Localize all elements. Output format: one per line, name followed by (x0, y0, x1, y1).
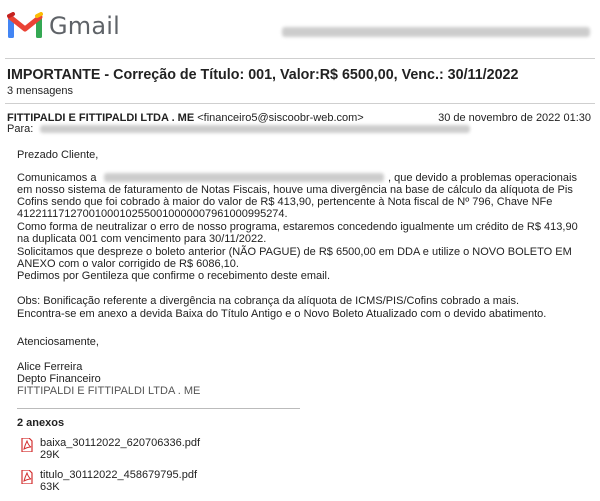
gmail-wordmark: Gmail (49, 12, 121, 40)
sender-email[interactable]: <financeiro5@siscoobr-web.com> (197, 112, 364, 124)
body-line: Cofins sendo que foi cobrado à maior do valor de R$ 413,90, pertencente à Nota fiscal de Nº 796, Chave NFe (17, 196, 553, 208)
recipient-row (7, 123, 33, 135)
body-line: Comunicamos a (17, 172, 97, 184)
pdf-icon (21, 470, 33, 484)
to-label: Para: (7, 123, 34, 135)
attachment-size: 63K (40, 481, 60, 493)
pdf-icon (21, 438, 33, 452)
body-line: Pedimos por Gentileza que confirme o recebimento deste email. (17, 270, 331, 282)
body-obs-line: Obs: Bonificação referente a divergência na cobrança da alíquota de ICMS/PIS/Cofins cobrado a mais. (17, 295, 520, 307)
message-header (7, 112, 593, 124)
body-line: 41221117127001000102550010000007961000995274. (17, 208, 288, 220)
signature-company: FITTIPALDI E FITTIPALDI LTDA . ME (17, 385, 201, 397)
body-greeting: Prezado Cliente, (17, 149, 99, 161)
signature-dept: Depto Financeiro (17, 373, 101, 385)
redacted-account-email (282, 27, 590, 37)
email-subject: IMPORTANTE - Correção de Título: 001, Valor:R$ 6500,00, Venc.: 30/11/2022 (7, 67, 519, 83)
body-line: Como forma de neutralizar o erro de nosso programa, estaremos concedendo igualmente um crédito de R$ 413,90 (17, 221, 578, 233)
attachment-filename[interactable]: baixa_30112022_620706336.pdf (40, 437, 201, 449)
subject-divider (5, 103, 595, 104)
top-bar (0, 0, 600, 58)
body-line: ANEXO com o valor corrigido de R$ 6086,10. (17, 258, 239, 270)
message-count: 3 mensagens (7, 85, 74, 97)
redacted-recipient-company (104, 173, 384, 182)
attachment-size: 29K (40, 449, 60, 461)
signature-name: Alice Ferreira (17, 361, 83, 373)
body-line: , que devido a problemas operacionais (388, 172, 577, 184)
attachment-filename[interactable]: titulo_30112022_458679795.pdf (40, 469, 198, 481)
body-obs-line: Encontra-se em anexo a devida Baixa do Título Antigo e o Novo Boleto Atualizado com o devido abatimento. (17, 308, 547, 320)
body-line: em nosso sistema de faturamento de Notas Fiscais, houve uma divergência na base de cálculo da alíquota de Pis (17, 184, 573, 196)
message-date: 30 de novembro de 2022 01:30 (438, 112, 591, 124)
header-divider (5, 58, 595, 59)
closing: Atenciosamente, (17, 336, 99, 348)
attachments-divider (17, 408, 300, 409)
gmail-logo-icon (7, 12, 43, 40)
body-line: na duplicata 001 com vencimento para 30/11/2022. (17, 233, 267, 245)
sender-name[interactable]: FITTIPALDI E FITTIPALDI LTDA . ME (7, 112, 195, 124)
attachments-header: 2 anexos (17, 417, 65, 429)
body-line: Solicitamos que despreze o boleto anterior (NÃO PAGUE) de R$ 6500,00 em DDA e utilize o NOVO BOLETO EM (17, 246, 572, 258)
redacted-recipient (40, 125, 470, 133)
